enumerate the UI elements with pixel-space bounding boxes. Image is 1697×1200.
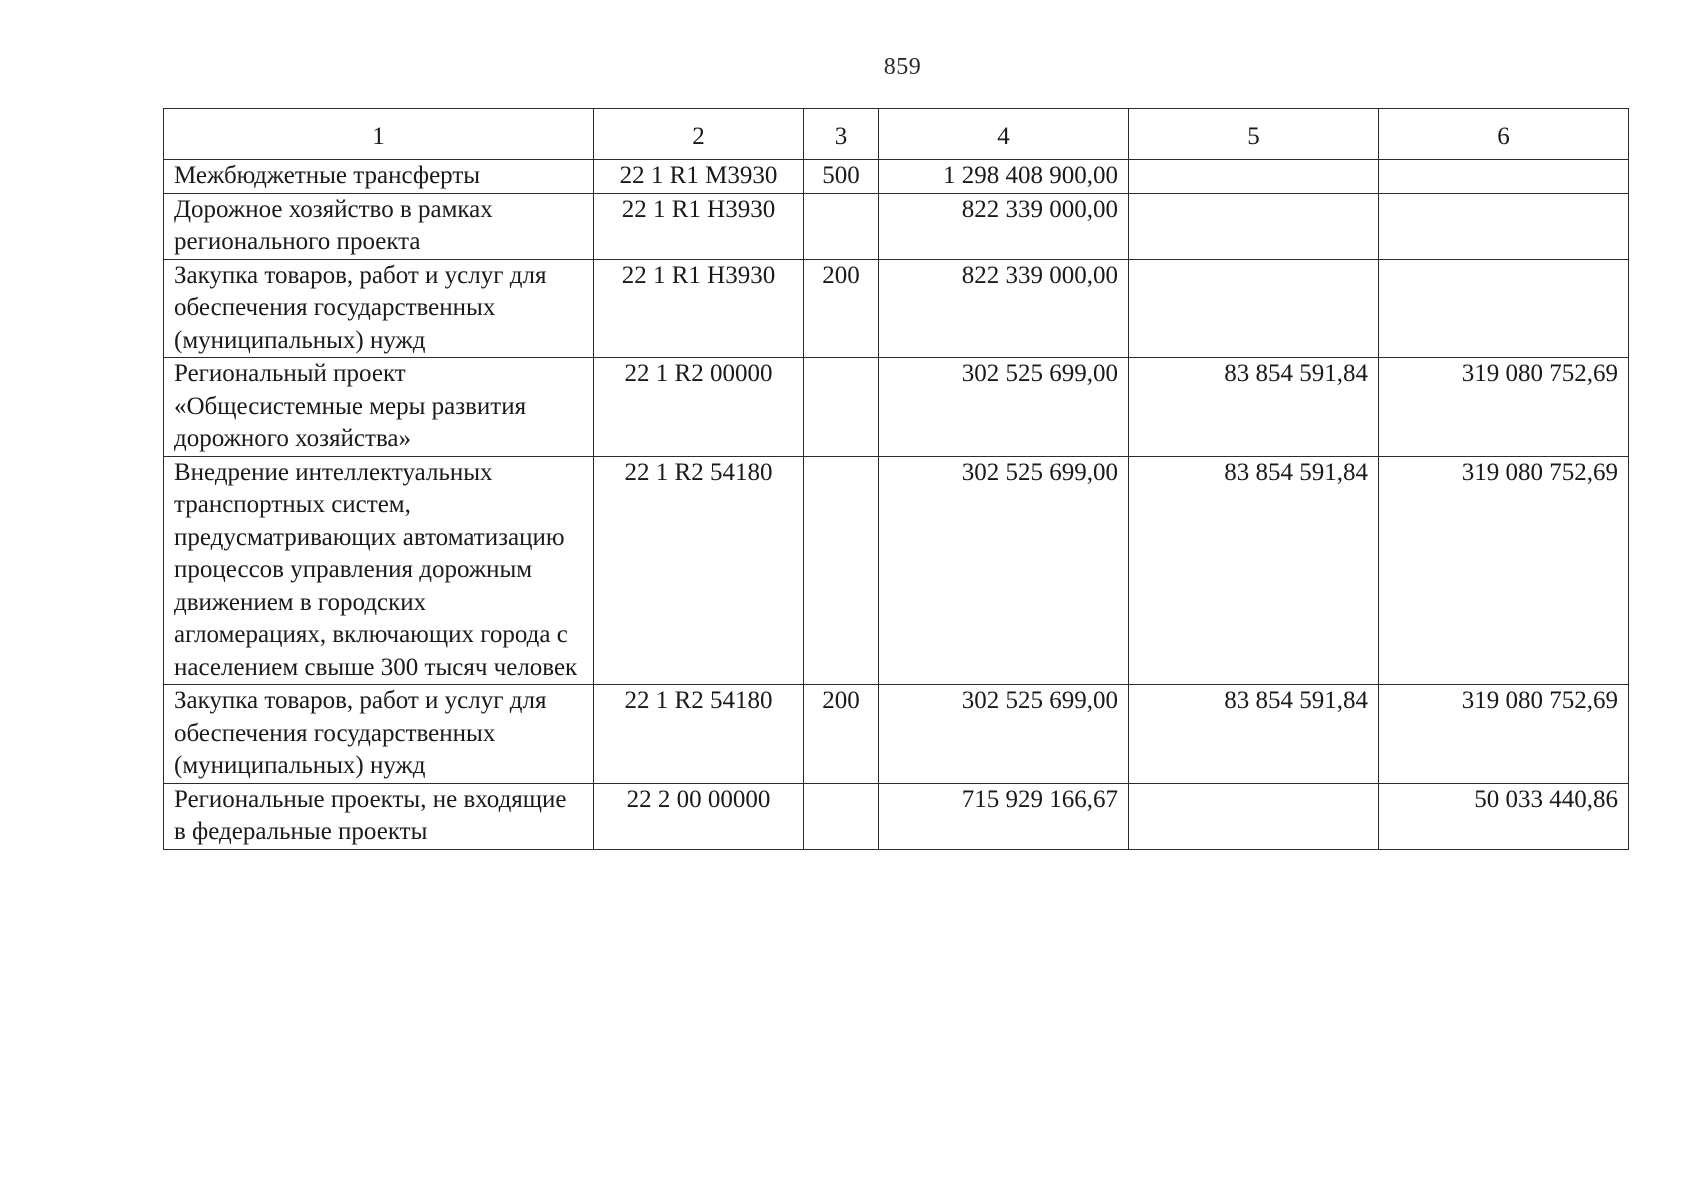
column-header-2: 2 [594,109,804,160]
row-expense-type: 500 [804,160,879,194]
column-header-5: 5 [1129,109,1379,160]
header-row [164,109,1629,160]
row-code: 22 1 R2 54180 [594,456,804,685]
table-row [164,456,1629,685]
column-header-4: 4 [879,109,1129,160]
row-sum-6 [1379,193,1629,259]
table-row [164,259,1629,358]
row-sum-4: 822 339 000,00 [879,259,1129,358]
row-name: Закупка товаров, работ и услуг для обеспечения государственных (муниципальных) нужд [164,685,594,784]
row-name: Дорожное хозяйство в рамках регионального проекта [164,193,594,259]
row-sum-4: 302 525 699,00 [879,358,1129,457]
row-code: 22 1 R2 54180 [594,685,804,784]
row-sum-6: 319 080 752,69 [1379,358,1629,457]
table-row [164,358,1629,457]
row-sum-4: 302 525 699,00 [879,456,1129,685]
row-sum-4: 715 929 166,67 [879,783,1129,849]
table-row [164,160,1629,194]
row-sum-6 [1379,160,1629,194]
row-code: 22 1 R1 M3930 [594,160,804,194]
row-expense-type [804,783,879,849]
row-code: 22 1 R1 H3930 [594,193,804,259]
row-expense-type [804,456,879,685]
row-sum-6: 319 080 752,69 [1379,685,1629,784]
row-sum-5: 83 854 591,84 [1129,685,1379,784]
row-code: 22 1 R1 H3930 [594,259,804,358]
row-sum-6 [1379,259,1629,358]
row-name: Закупка товаров, работ и услуг для обеспечения государственных (муниципальных) нужд [164,259,594,358]
row-name: Региональные проекты, не входящие в федеральные проекты [164,783,594,849]
row-sum-5 [1129,193,1379,259]
column-header-1: 1 [164,109,594,160]
row-sum-5 [1129,259,1379,358]
table-row [164,783,1629,849]
table-row [164,193,1629,259]
row-expense-type [804,193,879,259]
row-sum-5: 83 854 591,84 [1129,358,1379,457]
column-header-6: 6 [1379,109,1629,160]
row-sum-4: 1 298 408 900,00 [879,160,1129,194]
row-expense-type: 200 [804,259,879,358]
budget-table [163,108,1629,850]
row-name: Межбюджетные трансферты [164,160,594,194]
row-name: Внедрение интеллектуальных транспортных систем, предусматривающих автоматизацию процессов управления дорожным движением в городских агломерациях, включающих города с населением свыше 300 тысяч человек [164,456,594,685]
row-sum-5 [1129,160,1379,194]
row-code: 22 1 R2 00000 [594,358,804,457]
table-row [164,685,1629,784]
column-header-3: 3 [804,109,879,160]
row-sum-5: 83 854 591,84 [1129,456,1379,685]
row-sum-6: 50 033 440,86 [1379,783,1629,849]
row-expense-type: 200 [804,685,879,784]
row-sum-5 [1129,783,1379,849]
row-sum-4: 302 525 699,00 [879,685,1129,784]
row-sum-4: 822 339 000,00 [879,193,1129,259]
row-expense-type [804,358,879,457]
page-number: 859 [883,54,922,80]
row-name: Региональный проект «Общесистемные меры развития дорожного хозяйства» [164,358,594,457]
row-code: 22 2 00 00000 [594,783,804,849]
row-sum-6: 319 080 752,69 [1379,456,1629,685]
